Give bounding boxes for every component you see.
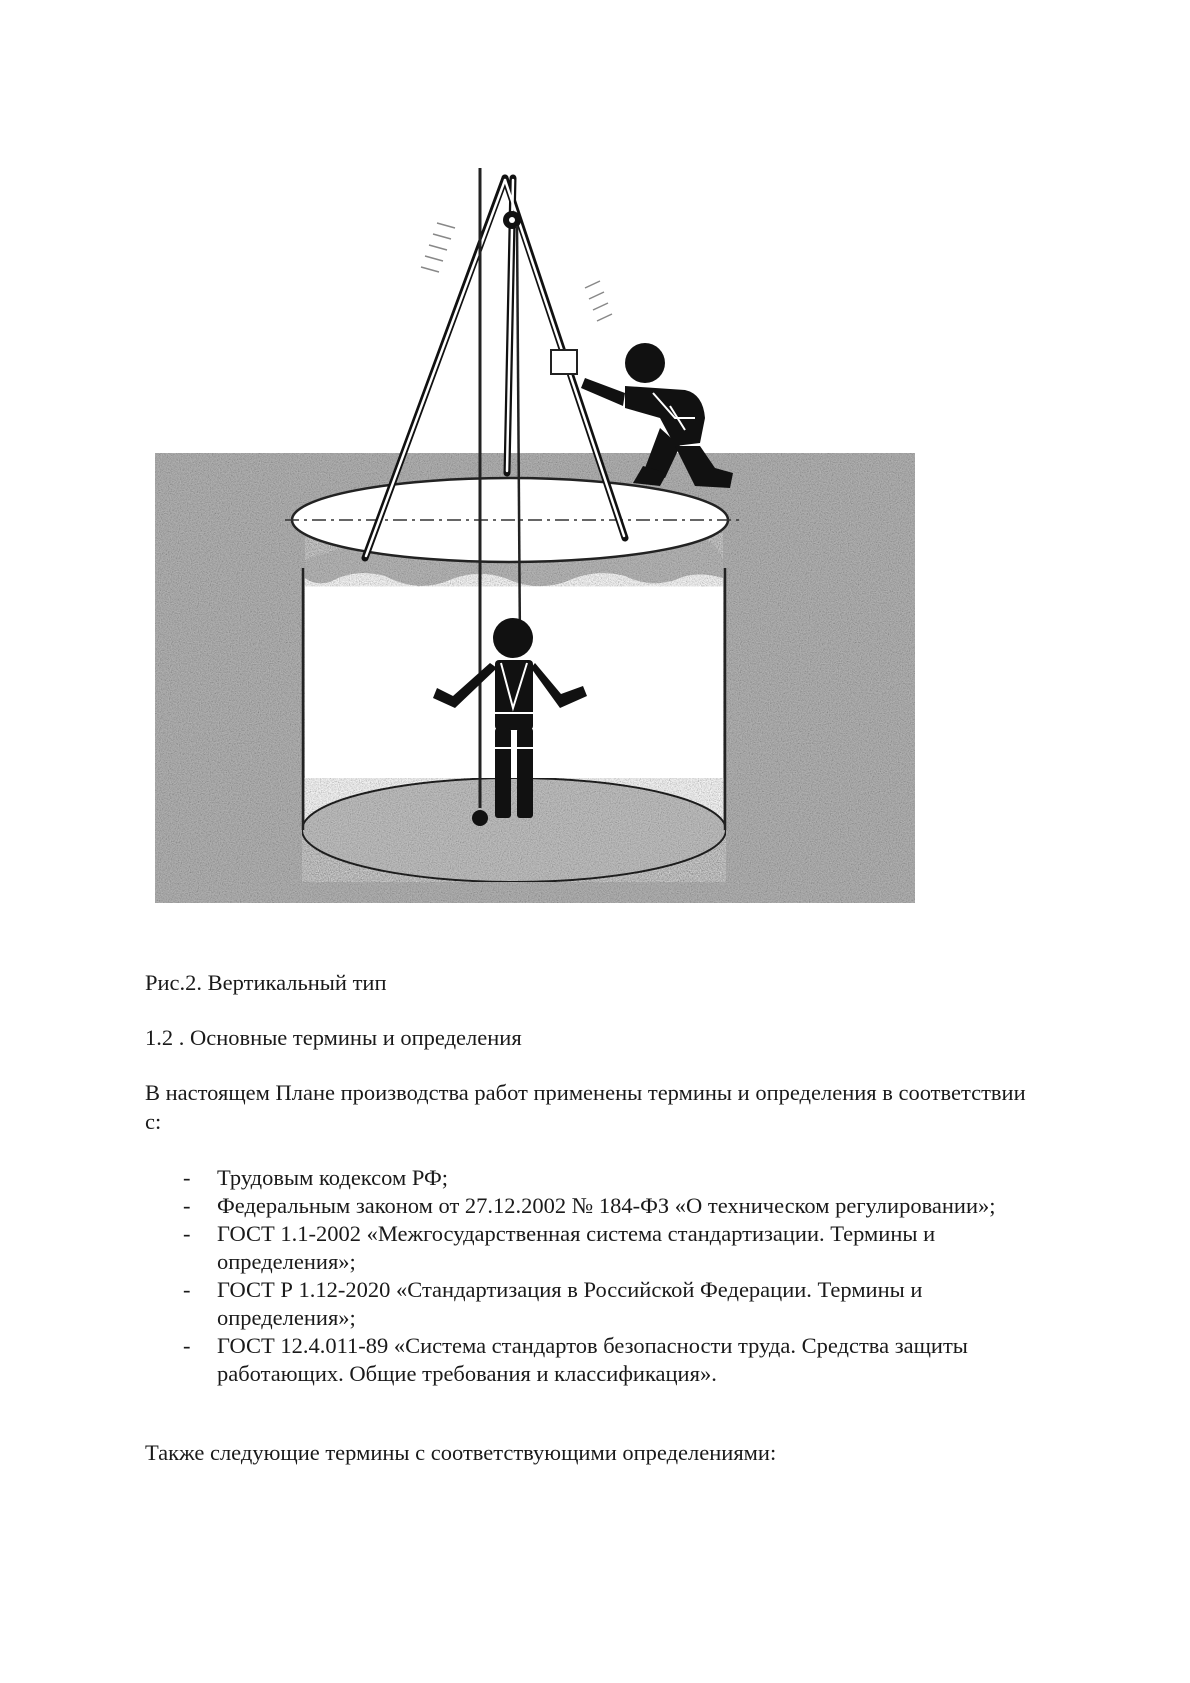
list-marker: - [183, 1333, 191, 1358]
list-marker: - [183, 1277, 191, 1302]
closing-paragraph: Также следующие термины с соответствующими определениями: [145, 1440, 777, 1465]
pole-weight [472, 810, 488, 826]
figure-caption: Рис.2. Вертикальный тип [145, 970, 387, 995]
standards-list [145, 1164, 1045, 1388]
winch [551, 350, 577, 374]
shaft-bottom [302, 778, 726, 882]
list-marker: - [183, 1165, 191, 1190]
list-item: - Трудовым кодексом РФ; [183, 1165, 448, 1190]
list-item: - ГОСТ Р 1.12-2020 «Стандартизация в Российской Федерации. Термины и определения»; [183, 1277, 923, 1330]
list-item: - ГОСТ 1.1-2002 «Межгосударственная система стандартизации. Термины и определения»; [183, 1221, 936, 1274]
list-item: - ГОСТ 12.4.011-89 «Система стандартов безопасности труда. Средства защиты работающих. Общие требования и классификация». [183, 1333, 968, 1386]
section-heading: 1.2 . Основные термины и определения [145, 1025, 522, 1050]
list-item: - Федеральным законом от 27.12.2002 № 184-ФЗ «О техническом регулировании»; [183, 1193, 996, 1218]
figure-vertical-type-illustration [155, 168, 915, 903]
intro-paragraph: В настоящем Плане производства работ применены термины и определения в соответствии с: [145, 1080, 1026, 1134]
list-marker: - [183, 1193, 191, 1218]
list-marker: - [183, 1221, 191, 1246]
